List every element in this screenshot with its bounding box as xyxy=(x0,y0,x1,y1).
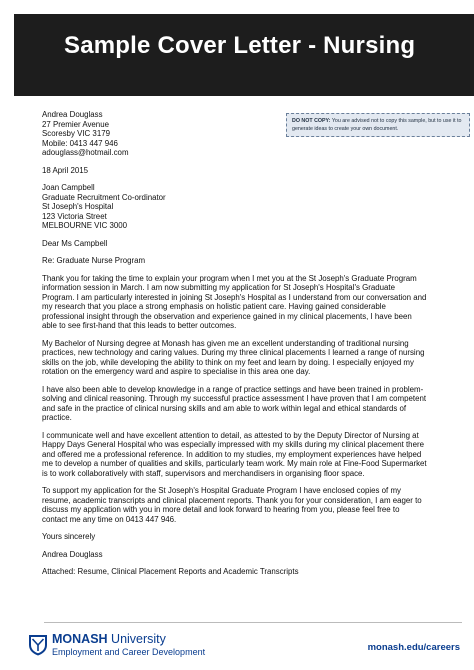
paragraph-line: practice. xyxy=(42,413,72,422)
paragraph-line: I have also been able to develop knowledge in a range of practice settings and have been trained in problem- xyxy=(42,384,424,394)
department-name: Employment and Career Development xyxy=(52,647,206,657)
attachments xyxy=(42,567,460,577)
paragraph-line: To support my application for the St Joseph's Hospital Graduate Program I have enclosed copies of my xyxy=(42,486,401,495)
notice-label: DO NOT COPY: xyxy=(292,118,331,124)
letter-date xyxy=(42,166,460,176)
paragraph-line: I communicate well and have excellent attention to detail, as attested to by the Deputy Director of Nursing at xyxy=(42,430,419,440)
paragraph-line: discuss my application with you in more detail and look forward to hearing from you, please feel free to xyxy=(42,505,400,514)
attachments-text: Attached: Resume, Clinical Placement Reports and Academic Transcripts xyxy=(42,567,299,576)
recipient-address xyxy=(42,183,460,231)
letter-body xyxy=(42,110,460,585)
notice-text: You are advised not to copy this sample, but to use it to generate ideas to create your own document. xyxy=(292,118,462,132)
recipient-title: Graduate Recruitment Co-ordinator xyxy=(42,192,166,202)
paragraph-line: and safe in the practice of clinical nursing skills and am able to work within legal and ethical standards of xyxy=(42,403,407,413)
paragraph-line: solving and clinical reasoning. Through my successful practice assessment I have proven that I am competent xyxy=(42,394,427,403)
paragraph-line: able to see first-hand that this leads to better outcomes. xyxy=(42,321,237,330)
paragraph-line: my research that you place a strong emphasis on holistic patient care. Having gained considerable xyxy=(42,302,386,311)
paragraph-line: professional insight through the observation and experience gained in my clinical placements, I have been xyxy=(42,311,412,321)
recipient-name: Joan Campbell xyxy=(42,183,95,192)
paragraph-line: me to develop a number of qualities and skills, particularly team work. My main role at Fine-Food Supermarket xyxy=(42,459,427,468)
paragraph-line: is to work collaboratively with staff, supervisors and merchandisers in organising floor space. xyxy=(42,468,365,478)
salutation-text: Dear Ms Campbell xyxy=(42,238,108,248)
footer-divider xyxy=(44,622,462,623)
sender-address xyxy=(42,110,460,158)
paragraph xyxy=(42,385,460,423)
sender-mobile: Mobile: 0413 447 946 xyxy=(42,138,118,148)
sender-name: Andrea Douglass xyxy=(42,110,103,119)
title-banner xyxy=(0,14,474,96)
page-title: Sample Cover Letter - Nursing xyxy=(64,32,416,59)
sender-address-line: Scoresby VIC 3179 xyxy=(42,129,110,138)
paragraph-line: resume, academic transcripts and clinical placement reports. Thank you for your consideration, I am eager to xyxy=(42,495,422,505)
university-name-bold: MONASH xyxy=(52,632,108,646)
date-text: 18 April 2015 xyxy=(42,165,89,175)
title-banner-background xyxy=(14,14,474,96)
monash-crest-icon xyxy=(28,634,48,656)
paragraph xyxy=(42,274,460,331)
university-name xyxy=(52,632,166,646)
paragraph-line: information session in March. I am now submitting my application for St Joseph's Hospital's Graduate xyxy=(42,283,395,292)
paragraph-line: skills on the job, while developing the ability to think on my feet and learn by doing. I especially enjoyed my xyxy=(42,357,414,367)
paragraph-line: Thank you for taking the time to explain your program when I met you at the St Joseph's Graduate Program xyxy=(42,273,417,283)
closing xyxy=(42,532,460,542)
paragraph xyxy=(42,339,460,377)
subject-line xyxy=(42,256,460,266)
closing-text: Yours sincerely xyxy=(42,532,96,541)
recipient-org: St Joseph's Hospital xyxy=(42,202,114,211)
footer xyxy=(0,614,474,670)
salutation xyxy=(42,239,460,249)
sender-email: adouglass@hotmail.com xyxy=(42,148,129,157)
paragraph-line: My Bachelor of Nursing degree at Monash has given me an excellent understanding of traditional nursing xyxy=(42,338,409,348)
recipient-street: 123 Victoria Street xyxy=(42,211,107,221)
paragraph-line: rotation on the emergency ward and aspire to specialise in this area one day. xyxy=(42,367,311,376)
paragraph-line: Program. I am particularly interested in joining St Joseph's Hospital as I understand from our conversation and xyxy=(42,292,427,302)
sender-address-line: 27 Premier Avenue xyxy=(42,119,109,129)
careers-link[interactable]: monash.edu/careers xyxy=(367,642,460,653)
paragraph xyxy=(42,431,460,479)
signature xyxy=(42,550,460,560)
signature-name: Andrea Douglass xyxy=(42,549,103,559)
university-name-rest: University xyxy=(107,632,166,646)
paragraph-line: practices, new technology and caring values. During my three clinical placements I learned a range of nursing xyxy=(42,348,425,357)
paragraph-line: Happy Days General Hospital who was especially impressed with my skills during my clinical placement there xyxy=(42,440,424,449)
paragraph-line: contact me any time on 0413 447 946. xyxy=(42,514,177,524)
recipient-city: MELBOURNE VIC 3000 xyxy=(42,221,128,230)
paragraph xyxy=(42,486,460,524)
paragraph-line: and offered me a professional reference. In addition to my studies, my employment experiences have helped xyxy=(42,449,422,459)
subject-text: Re: Graduate Nurse Program xyxy=(42,256,146,265)
